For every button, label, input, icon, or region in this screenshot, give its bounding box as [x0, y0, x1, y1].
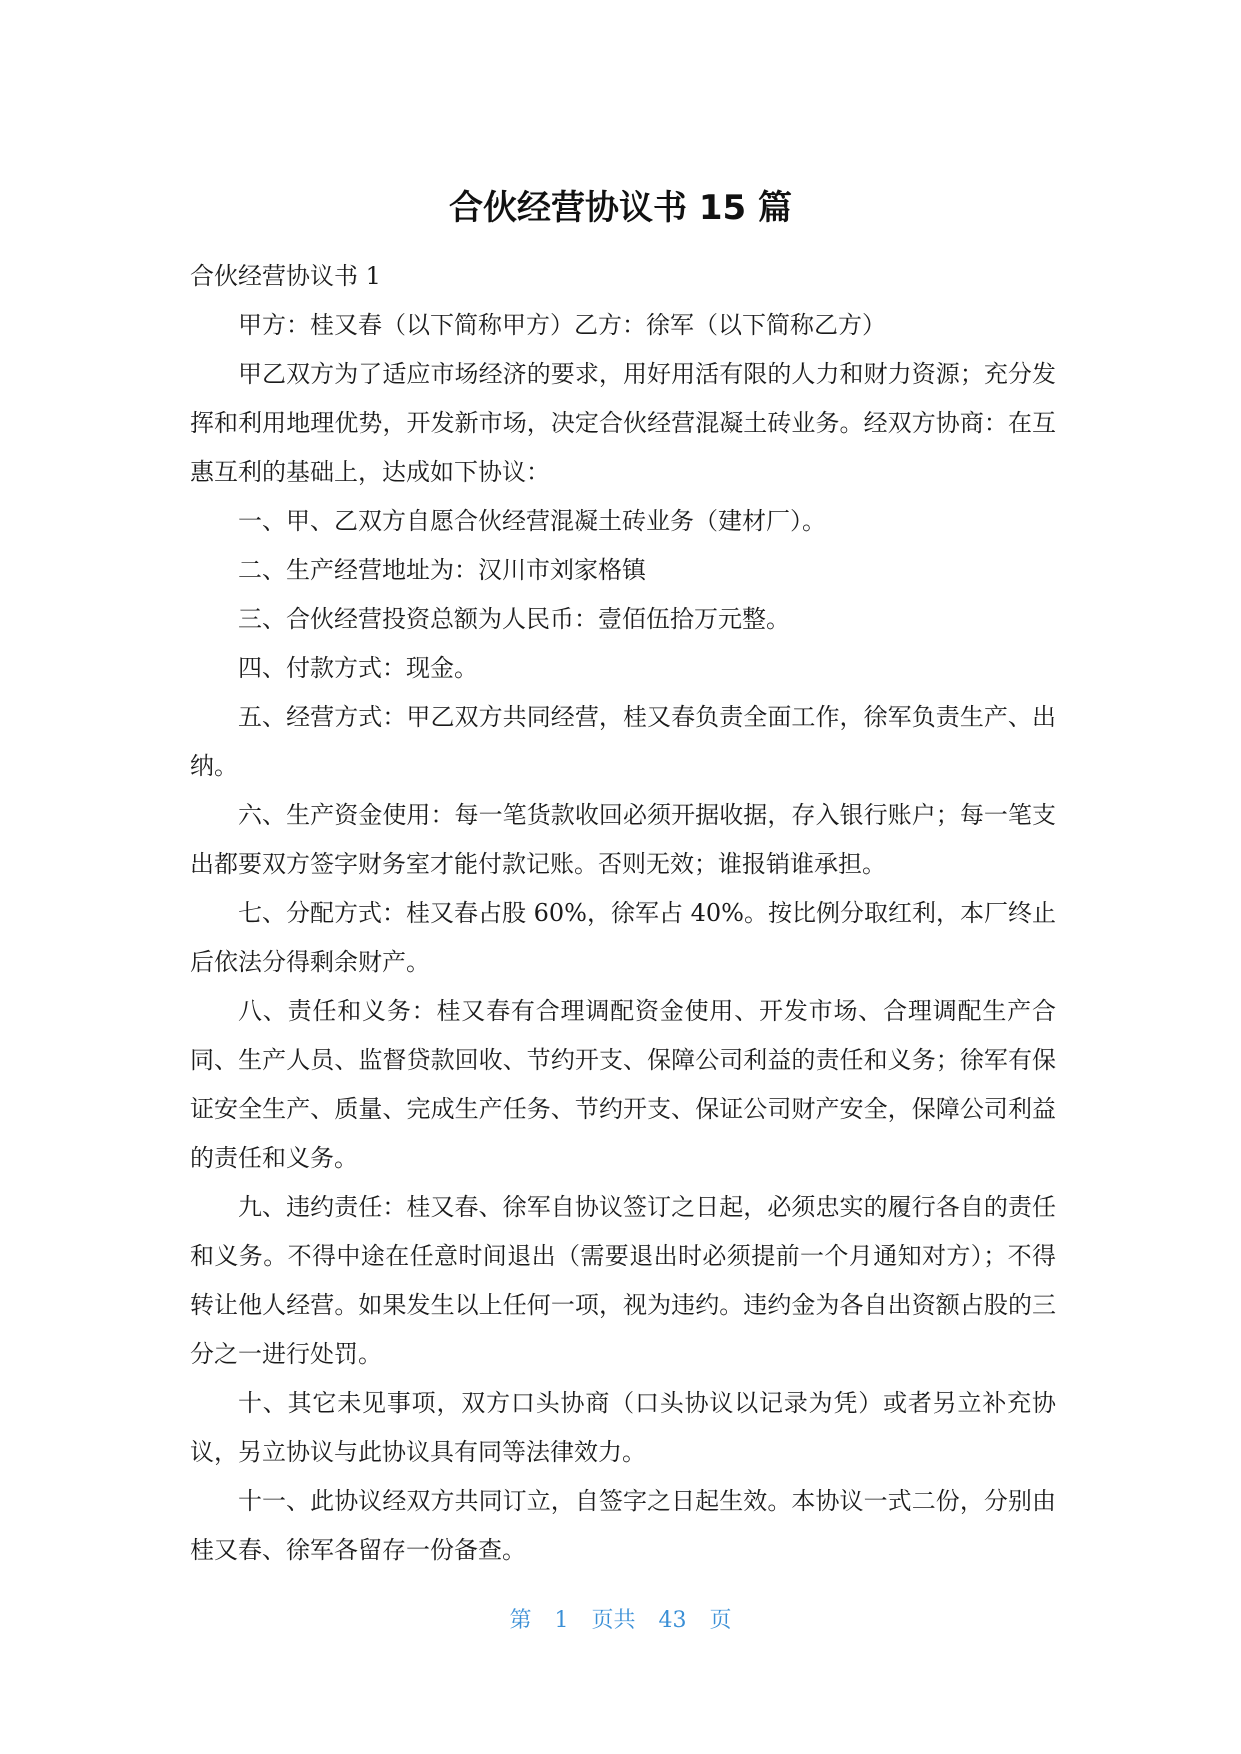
clause-4: 四、付款方式：现金。 — [238, 654, 478, 682]
document-body — [190, 252, 1056, 1575]
page-footer — [0, 1606, 1241, 1636]
clause-5: 五、经营方式：甲乙双方共同经营，桂又春负责全面工作，徐军负责生产、出纳。 — [190, 703, 1056, 780]
document-title: 合伙经营协议书 15 篇 — [449, 188, 792, 228]
clause-6: 六、生产资金使用：每一笔货款收回必须开据收据，存入银行账户；每一笔支出都要双方签字财务室才能付款记账。否则无效；谁报销谁承担。 — [190, 801, 1056, 878]
footer-middle: 页共 — [591, 1608, 636, 1633]
clause-2: 二、生产经营地址为：汉川市刘家格镇 — [238, 556, 646, 584]
clause-7: 七、分配方式：桂又春占股 60%，徐军占 40%。按比例分取红利，本厂终止后依法分得剩余财产。 — [190, 899, 1056, 976]
footer-prefix: 第 — [509, 1608, 532, 1633]
clause-3: 三、合伙经营投资总额为人民币：壹佰伍拾万元整。 — [238, 605, 790, 633]
clause-11: 十一、此协议经双方共同订立，自签字之日起生效。本协议一式二份，分别由桂又春、徐军各留存一份备查。 — [190, 1487, 1056, 1564]
footer-current-page: 1 — [554, 1608, 569, 1633]
section-heading: 合伙经营协议书 1 — [190, 262, 381, 290]
clause-10: 十、其它未见事项，双方口头协商（口头协议以记录为凭）或者另立补充协议，另立协议与此协议具有同等法律效力。 — [190, 1389, 1056, 1466]
clause-8: 八、责任和义务：桂又春有合理调配资金使用、开发市场、合理调配生产合同、生产人员、监督贷款回收、节约开支、保障公司利益的责任和义务；徐军有保证安全生产、质量、完成生产任务、节约开支、保证公司财产安全，保障公司利益的责任和义务。 — [190, 997, 1056, 1172]
footer-total-pages: 43 — [658, 1608, 687, 1633]
footer-suffix: 页 — [709, 1608, 732, 1633]
clause-1: 一、甲、乙双方自愿合伙经营混凝土砖业务（建材厂）。 — [238, 507, 826, 535]
preamble-paragraph: 甲乙双方为了适应市场经济的要求，用好用活有限的人力和财力资源；充分发挥和利用地理优势，开发新市场，决定合伙经营混凝土砖业务。经双方协商：在互惠互利的基础上，达成如下协议： — [190, 360, 1056, 486]
clause-9: 九、违约责任：桂又春、徐军自协议签订之日起，必须忠实的履行各自的责任和义务。不得中途在任意时间退出（需要退出时必须提前一个月通知对方）；不得转让他人经营。如果发生以上任何一项，视为违约。违约金为各自出资额占股的三分之一进行处罚。 — [190, 1193, 1056, 1368]
party-line: 甲方：桂又春（以下简称甲方）乙方：徐军（以下简称乙方） — [238, 311, 886, 339]
